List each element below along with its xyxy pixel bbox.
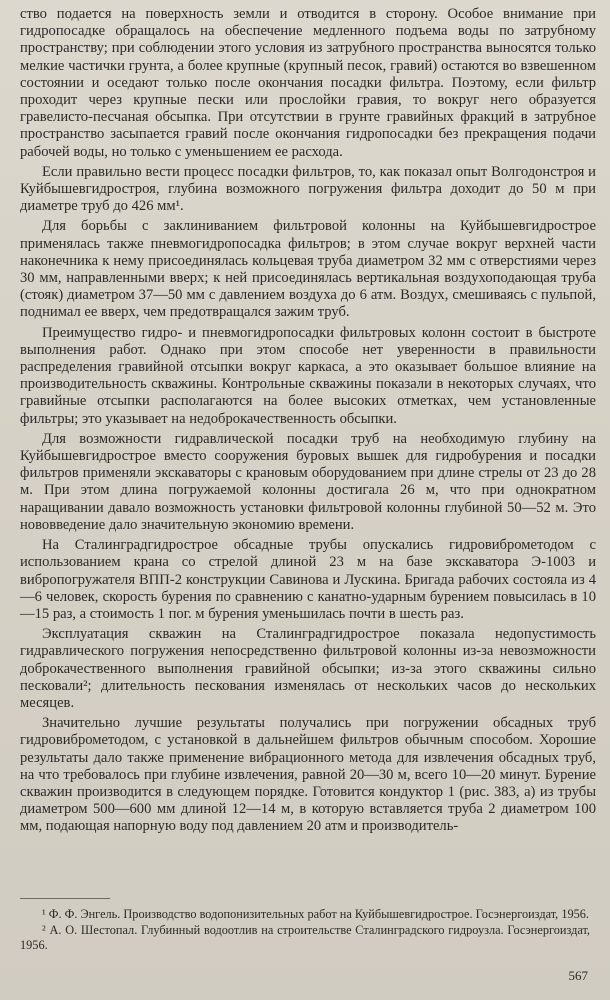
footnote-1: ¹ Ф. Ф. Энгель. Производство водопонизительных работ на Куйбышевгидрострое. Госэнергоиздат, 1956. (42, 907, 589, 921)
footnote-2: ² А. О. Шестопал. Глубинный водоотлив на строительстве Сталинградского гидроузла. Госэнергоиздат, 1956. (20, 923, 590, 952)
paragraph-1: ство подается на поверхность земли и отводится в сторону. Особое внимание при гидропосадке обращалось на обеспечение медленного подъема воды по затрубному пространству; при соблюдении этого условия из затрубного пространства выносятся только мелкие частички грунта, а более крупные (крупный песок, гравий) остаются во взвешенном состоянии и оседают только после окончания посадки фильтра. Поэтому, если фильтр проходит через крупные пески или прослойки гравия, то вокруг него образуется гравелисто-песчаная обсыпка. При отсутствии в грунте гравийных фракций в затрубное пространство засыпается гравий после окончания гидропосадки без прекращения подачи рабочей воды, но только с уменьшением ее расхода. (20, 6, 596, 160)
paragraph-2: Если правильно вести процесс посадки фильтров, то, как показал опыт Волгодонстроя и Куйбышевгидростроя, глубина возможного погружения фильтра доходит до 50 м при диаметре труб до 426 мм¹. (20, 163, 596, 215)
paragraph-3: Для борьбы с заклиниванием фильтровой колонны на Куйбышевгидрострое применялась также пневмогидропосадка фильтров; в этом случае вокруг верхней части наконечника к нему присоединялась кольцевая труба диаметром 32 мм с отверстиями через 30 мм, направленными вверх; к ней присоединялась вертикальная воздухоподающая труба (стояк) диаметром 37—50 мм с давлением воздуха до 6 атм. Воздух, смешиваясь с пульпой, поднимал ее вверх, чем предотвращался зажим труб. (20, 218, 596, 321)
paragraph-5: Для возможности гидравлической посадки труб на необходимую глубину на Куйбышевгидрострое вместо сооружения буровых вышек для гидробурения и посадки фильтров применяли экскаваторы с крановым оборудованием при длине стрелы от 23 до 28 м. При этом длина погружаемой колонны достигала 26 м, что при однократном наращивании давало возможность установки фильтровой колонны глубиной 50—52 м. Это нововведение дало значительную экономию времени. (20, 430, 596, 533)
paragraph-7: Эксплуатация скважин на Сталинградгидрострое показала недопустимость гидравлического погружения непосредственно фильтровой колонны из-за невозможности доброкачественного выполнения гравийной обсыпки; из-за этого скважины сильно песковали²; длительность пескования изменялась от нескольких часов до нескольких месяцев. (20, 626, 596, 711)
paragraph-6: На Сталинградгидрострое обсадные трубы опускались гидровиброметодом с использованием крана со стрелой длиной 23 м на базе экскаватора Э-1003 и вибропогружателя ВПП-2 конструкции Савинова и Лускина. Бригада рабочих состояла из 4—6 человек, скорость бурения по сравнению с канатно-ударным бурением повысилась в 10—15 раз, а стоимость 1 пог. м бурения уменьшилась почти в шесть раз. (20, 537, 596, 622)
paragraph-4: Преимущество гидро- и пневмогидропосадки фильтровых колонн состоит в быстроте выполнения работ. Однако при этом способе нет уверенности в правильности распределения гравийной отсыпки вокруг каркаса, а это оказывает большое влияние на производительность скважины. Контрольные скважины показали в некоторых случаях, что гравийные отсыпки располагаются на более высоких отметках, чем установленные фильтры; это указывает на недоброкачественность обсыпки. (20, 324, 596, 427)
page-number: 567 (568, 968, 588, 983)
footnote-divider (20, 898, 110, 899)
body-text (20, 6, 596, 836)
paragraph-8: Значительно лучшие результаты получались при погружении обсадных труб гидровиброметодом, с установкой в дальнейшем фильтров обычным способом. Хорошие результаты дало также применение вибрационного метода для извлечения обсадных труб, на что требовалось при глубине извлечения, равной 20—30 м, всего 10—20 минут. Бурение скважин производится в следующем порядке. Готовится кондуктор 1 (рис. 383, а) из трубы диаметром 500—600 мм длиной 12—14 м, в которую вставляется труба 2 диаметром 100 мм, подающая напорную воду под давлением 20 атм и производитель- (20, 715, 596, 835)
footnotes (20, 898, 590, 953)
